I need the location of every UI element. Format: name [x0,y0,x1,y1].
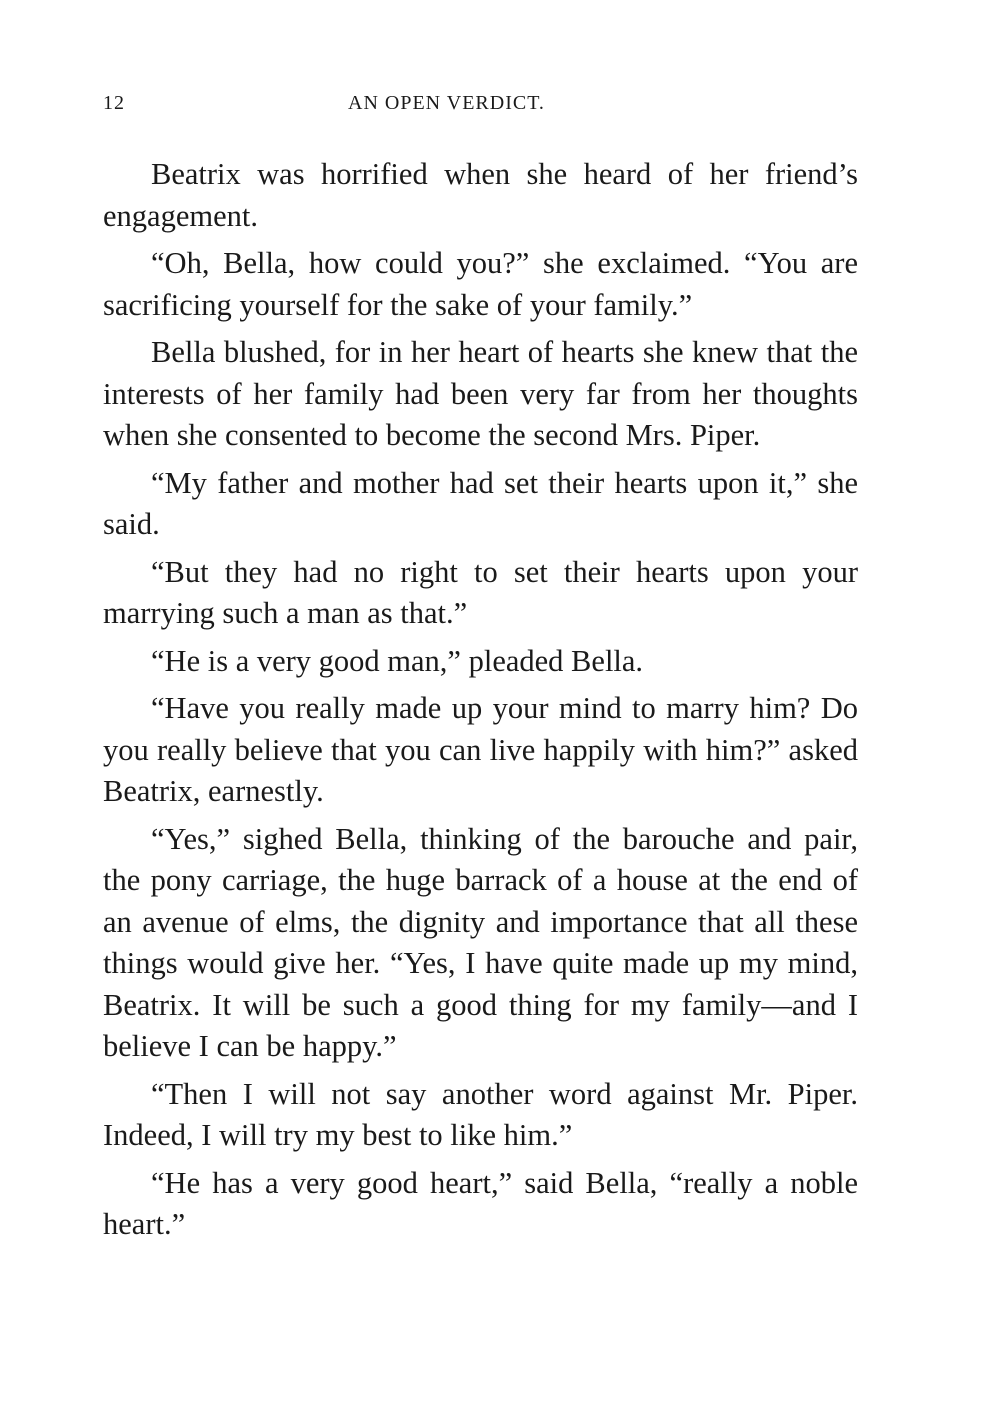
paragraph: “My father and mother had set their hearts upon it,” she said. [103,465,858,541]
page-number: 12 [103,92,125,114]
paragraph: “Oh, Bella, how could you?” she exclaimed. “You are sacrificing yourself for the sake of your family.” [103,246,858,322]
paragraph: Beatrix was horrified when she heard of her friend’s engagement. [103,157,858,233]
paragraph: “But they had no right to set their hearts upon your marrying such a man as that.” [103,554,858,630]
paragraph: Bella blushed, for in her heart of hearts she knew that the interests of her family had been very far from her thoughts when she consented to become the second Mrs. Piper. [103,335,858,452]
paragraph: “Yes,” sighed Bella, thinking of the barouche and pair, the pony carriage, the huge barrack of a house at the end of an avenue of elms, the dignity and importance that all these things would give her. “Yes, I have quite made up my mind, Beatrix. It will be such a good thing for my family—and I believe I can be happy.” [103,821,858,1063]
running-head [103,92,858,124]
paragraph: “Then I will not say another word against Mr. Piper. Indeed, I will try my best to like him.” [103,1076,858,1152]
running-title: AN OPEN VERDICT. [348,92,545,114]
paragraph: “He has a very good heart,” said Bella, “really a noble heart.” [103,1165,858,1241]
paragraph: “He is a very good man,” pleaded Bella. [151,643,644,678]
text-body [103,154,858,1252]
paragraph: “Have you really made up your mind to marry him? Do you really believe that you can live happily with him?” asked Beatrix, earnestly. [103,691,858,808]
